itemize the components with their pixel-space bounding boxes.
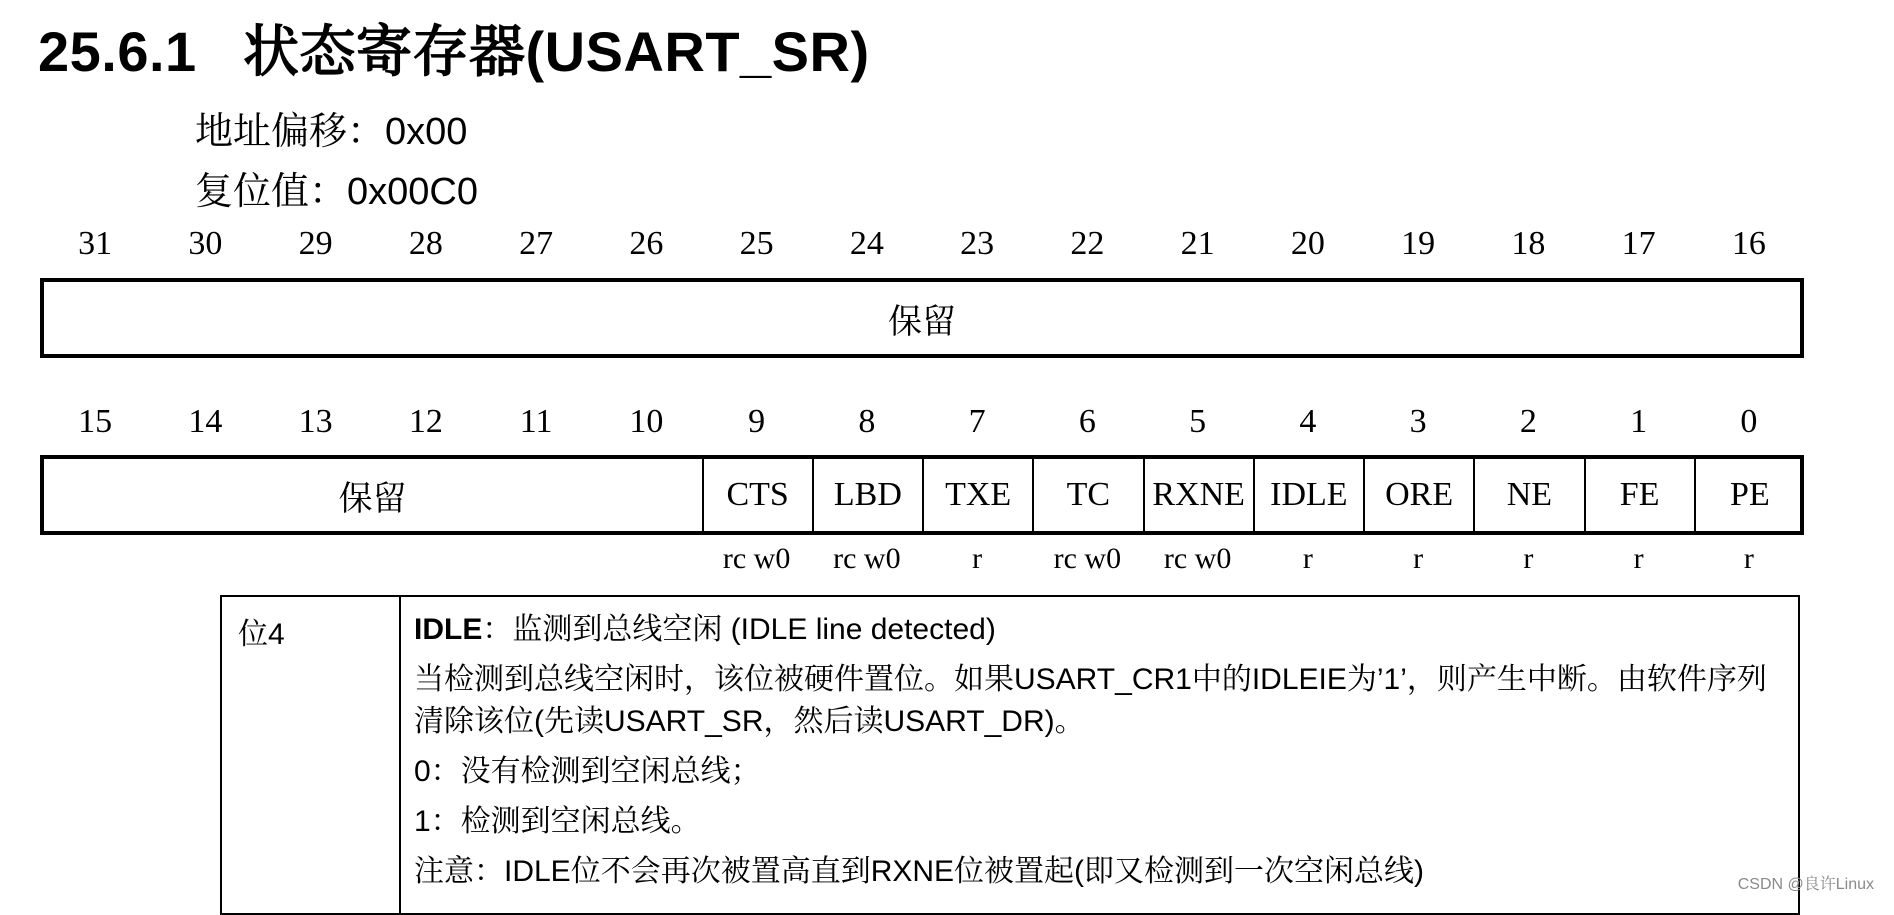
bit-number-18: 18 bbox=[1511, 225, 1546, 262]
access-ne: r bbox=[1523, 542, 1534, 575]
field-lbd: LBD bbox=[812, 459, 922, 531]
access-txe: r bbox=[972, 542, 983, 575]
address-offset: 地址偏移：0x00 bbox=[195, 111, 468, 153]
bit-number-15: 15 bbox=[78, 403, 113, 440]
field-ore: ORE bbox=[1363, 459, 1473, 531]
bit-number-24: 24 bbox=[849, 225, 884, 262]
bit-number-25: 25 bbox=[739, 225, 774, 262]
bit-number-6: 6 bbox=[1078, 403, 1096, 440]
bit-number-17: 17 bbox=[1621, 225, 1656, 262]
upper-bit-numbers bbox=[40, 225, 1804, 269]
bit-number-5: 5 bbox=[1189, 403, 1207, 440]
bit-label: 位4 bbox=[238, 618, 285, 651]
bit-number-30: 30 bbox=[188, 225, 223, 262]
bit-number-1: 1 bbox=[1630, 403, 1648, 440]
bit-number-4: 4 bbox=[1299, 403, 1317, 440]
bit-number-2: 2 bbox=[1519, 403, 1537, 440]
field-txe: TXE bbox=[922, 459, 1032, 531]
lower-bit-numbers bbox=[40, 403, 1804, 447]
lower-register bbox=[40, 455, 1804, 535]
bit-description bbox=[414, 609, 1786, 901]
access-pe: r bbox=[1743, 542, 1754, 575]
bit-number-7: 7 bbox=[968, 403, 986, 440]
bit-number-9: 9 bbox=[748, 403, 766, 440]
field-summary: ：监测到总线空闲 (IDLE line detected) bbox=[482, 613, 996, 646]
bit-description-table bbox=[220, 595, 1800, 915]
bit-number-0: 0 bbox=[1740, 403, 1758, 440]
bit-number-27: 27 bbox=[519, 225, 554, 262]
section-title: 状态寄存器(USART_SR) bbox=[243, 20, 870, 83]
bit-number-8: 8 bbox=[858, 403, 876, 440]
value-0-meaning: 0：没有检测到空闲总线； bbox=[414, 755, 761, 788]
bit-number-26: 26 bbox=[629, 225, 664, 262]
bit-number-31: 31 bbox=[78, 225, 113, 262]
bit-number-12: 12 bbox=[408, 403, 443, 440]
bit-number-3: 3 bbox=[1409, 403, 1427, 440]
field-ne: NE bbox=[1473, 459, 1583, 531]
access-lbd: rc w0 bbox=[833, 542, 901, 575]
bit-number-21: 21 bbox=[1180, 225, 1215, 262]
bit-number-10: 10 bbox=[629, 403, 664, 440]
note: 注意：IDLE位不会再次被置高直到RXNE位被置起(即又检测到一次空闲总线) bbox=[414, 855, 1425, 888]
field-fe: FE bbox=[1584, 459, 1694, 531]
field-idle: IDLE bbox=[1253, 459, 1363, 531]
bit-number-29: 29 bbox=[298, 225, 333, 262]
bit-number-16: 16 bbox=[1731, 225, 1766, 262]
bit-number-14: 14 bbox=[188, 403, 223, 440]
upper-register bbox=[40, 278, 1804, 358]
section-number: 25.6.1 bbox=[38, 20, 197, 83]
field-cts: CTS bbox=[702, 459, 812, 531]
access-fe: r bbox=[1633, 542, 1644, 575]
reset-value: 复位值：0x00C0 bbox=[195, 171, 478, 213]
column-divider bbox=[399, 597, 401, 913]
reserved-field-upper: 保留 bbox=[888, 303, 956, 341]
watermark: CSDN @良许Linux bbox=[1737, 876, 1874, 893]
bit-number-23: 23 bbox=[960, 225, 995, 262]
bit-number-13: 13 bbox=[298, 403, 333, 440]
reserved-field-lower: 保留 bbox=[338, 480, 407, 518]
section-heading bbox=[38, 8, 870, 88]
description-paragraph: 当检测到总线空闲时，该位被硬件置位。如果USART_CR1中的IDLEIE为’1’，则产生中断。由软件序列清除该位(先读USART_SR，然后读USART_DR)。 bbox=[414, 663, 1767, 738]
field-pe: PE bbox=[1694, 459, 1804, 531]
value-1-meaning: 1：检测到空闲总线。 bbox=[414, 805, 701, 838]
bit-number-22: 22 bbox=[1070, 225, 1105, 262]
bit-number-28: 28 bbox=[408, 225, 443, 262]
field-name: IDLE bbox=[414, 613, 483, 646]
bit-number-19: 19 bbox=[1401, 225, 1436, 262]
access-rxne: rc w0 bbox=[1163, 542, 1232, 575]
field-tc: TC bbox=[1032, 459, 1142, 531]
access-tc: rc w0 bbox=[1053, 542, 1122, 575]
access-cts: rc w0 bbox=[722, 542, 791, 575]
access-idle: r bbox=[1302, 542, 1313, 575]
bit-number-11: 11 bbox=[519, 403, 553, 440]
field-rxne: RXNE bbox=[1143, 459, 1253, 531]
access-ore: r bbox=[1413, 542, 1424, 575]
bit-number-20: 20 bbox=[1290, 225, 1325, 262]
